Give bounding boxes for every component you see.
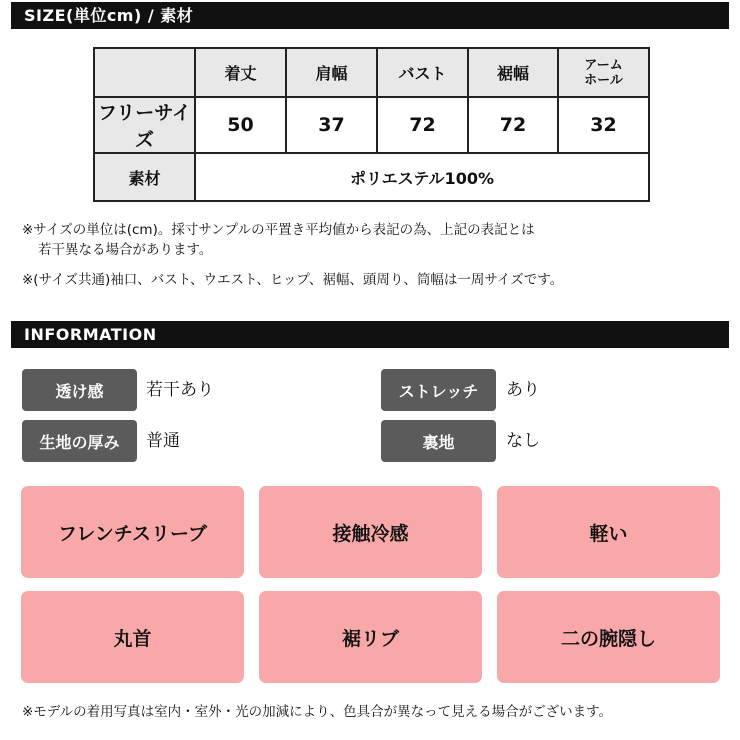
attribute-value-transparency: 若干あり: [146, 380, 214, 400]
size-section-header: SIZE(単位cm) / 素材: [11, 2, 729, 29]
size-value-shoulder: 37: [286, 97, 377, 153]
size-value-bust: 72: [377, 97, 468, 153]
size-value-armhole: 32: [558, 97, 649, 153]
attribute-value-lining: なし: [506, 431, 540, 451]
feature-tag-lightweight: 軽い: [497, 486, 720, 578]
size-table: [93, 47, 650, 202]
size-value-length: 50: [195, 97, 286, 153]
size-note-2: 若干異なる場合があります。: [38, 242, 213, 258]
size-note-1: ※サイズの単位は(cm)。採寸サンプルの平置き平均値から表記の為、上記の表記とは: [22, 222, 535, 238]
feature-tag-cool-touch: 接触冷感: [259, 486, 482, 578]
attribute-value-stretch: あり: [506, 380, 540, 400]
size-row-label: フリーサイズ: [94, 97, 195, 153]
table-corner-cell: [94, 48, 195, 97]
size-value-hem: 72: [468, 97, 558, 153]
size-note-3: ※(サイズ共通)袖口、バスト、ウエスト、ヒップ、裾幅、頭周り、筒幅は一周サイズです。: [22, 272, 564, 288]
header-cell-armhole: アーム ホール: [558, 48, 649, 97]
material-value: ポリエステル100%: [195, 153, 649, 201]
feature-tag-ribbed-hem: 裾リブ: [259, 591, 482, 683]
header-cell-bust: バスト: [377, 48, 468, 97]
attribute-label-thickness: 生地の厚み: [22, 420, 137, 462]
header-cell-hem: 裾幅: [468, 48, 558, 97]
model-photo-note: ※モデルの着用写真は室内・室外・光の加減により、色具合が異なって見える場合がございます。: [22, 704, 613, 720]
header-cell-shoulder: 肩幅: [286, 48, 377, 97]
material-label: 素材: [94, 153, 195, 201]
feature-tag-upper-arm-cover: 二の腕隠し: [497, 591, 720, 683]
header-cell-length: 着丈: [195, 48, 286, 97]
attribute-value-thickness: 普通: [146, 431, 180, 451]
information-section-header: INFORMATION: [11, 321, 729, 348]
attribute-label-transparency: 透け感: [22, 369, 137, 411]
feature-tag-french-sleeve: フレンチスリーブ: [21, 486, 244, 578]
attribute-label-lining: 裏地: [381, 420, 496, 462]
feature-tag-crew-neck: 丸首: [21, 591, 244, 683]
attribute-label-stretch: ストレッチ: [381, 369, 496, 411]
